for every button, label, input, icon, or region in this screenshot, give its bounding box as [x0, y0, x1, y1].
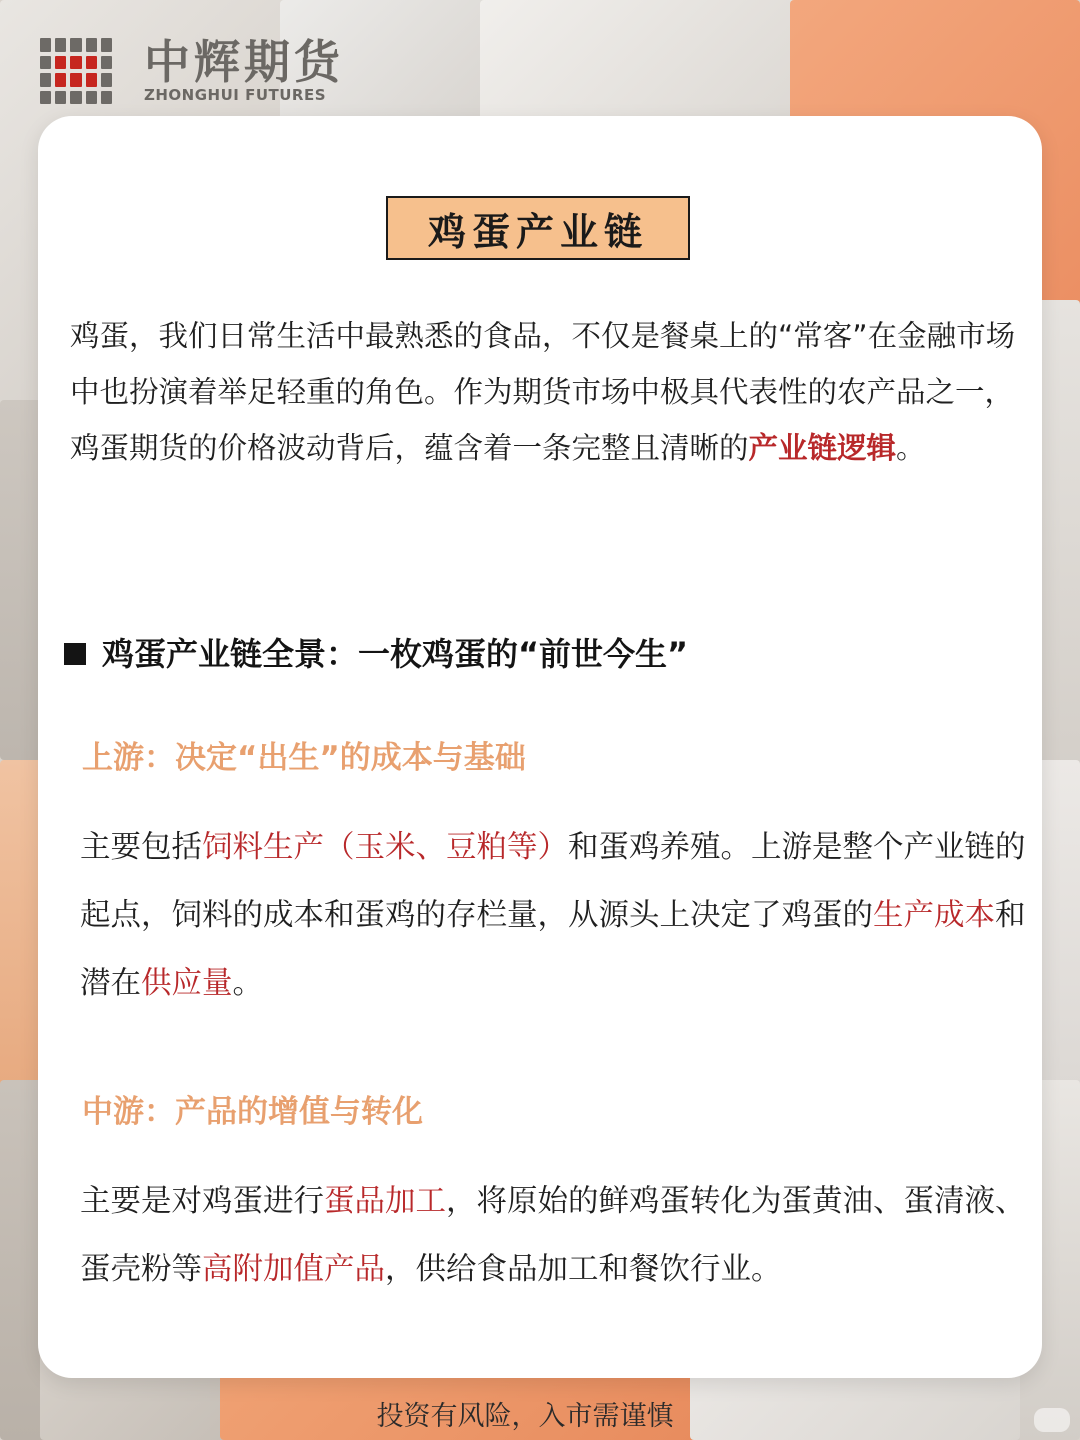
risk-disclaimer: 投资有风险，入市需谨慎	[376, 1401, 674, 1432]
square-bullet-icon	[64, 643, 86, 665]
midstream-text: ，将原始的鲜鸡蛋转化为蛋黄油、蛋清液、蛋壳粉等	[80, 1184, 1026, 1287]
intro-text: 鸡蛋，我们日常生活中最熟悉的食品，不仅是餐桌上的“常客”在金融市场中也扮演着举足轻重的角色。作为期货市场中极具代表性的农产品之一，鸡蛋期货的价格波动背后，蕴含着一条完整且清晰的	[70, 319, 1016, 465]
midstream-heading: 中游：产品的增值与转化	[82, 1094, 423, 1130]
upstream-highlight: 饲料生产（玉米、豆粕等）	[202, 830, 568, 865]
intro-text-end: 。	[896, 431, 926, 465]
midstream-highlight: 蛋品加工	[324, 1184, 446, 1219]
brand-name-en: ZHONGHUI FUTURES	[144, 86, 327, 104]
upstream-text: 和潜在	[80, 898, 1026, 1001]
upstream-highlight: 生产成本	[873, 898, 995, 933]
brand-name-cn: 中辉期货	[144, 35, 344, 89]
content-card	[38, 116, 1042, 1378]
background-tile	[480, 0, 810, 120]
upstream-text: 。	[232, 966, 263, 1001]
section-heading-text: 鸡蛋产业链全景：一枚鸡蛋的“前世今生”	[102, 635, 689, 673]
intro-highlight: 产业链逻辑	[748, 431, 897, 465]
midstream-paragraph	[80, 1168, 1030, 1304]
upstream-text: 和蛋鸡养殖。上游是整个产业链的起点，饲料的成本和蛋鸡的存栏量，从源头上决定了鸡蛋的	[80, 830, 1026, 933]
intro-paragraph	[70, 308, 1020, 476]
upstream-highlight: 供应量	[141, 966, 233, 1001]
section-heading	[64, 630, 1024, 678]
upstream-paragraph	[80, 814, 1030, 1018]
page-title: 鸡蛋产业链	[386, 196, 690, 260]
logo-grid-icon	[40, 38, 112, 104]
logo-text	[144, 35, 344, 104]
brand-logo	[40, 36, 344, 106]
upstream-heading: 上游：决定“出生”的成本与基础	[82, 740, 526, 776]
midstream-text: 主要是对鸡蛋进行	[80, 1184, 324, 1219]
watermark-badge	[1034, 1408, 1070, 1432]
midstream-highlight: 高附加值产品	[202, 1252, 385, 1287]
upstream-text: 主要包括	[80, 830, 202, 865]
midstream-text: ，供给食品加工和餐饮行业。	[385, 1252, 782, 1287]
